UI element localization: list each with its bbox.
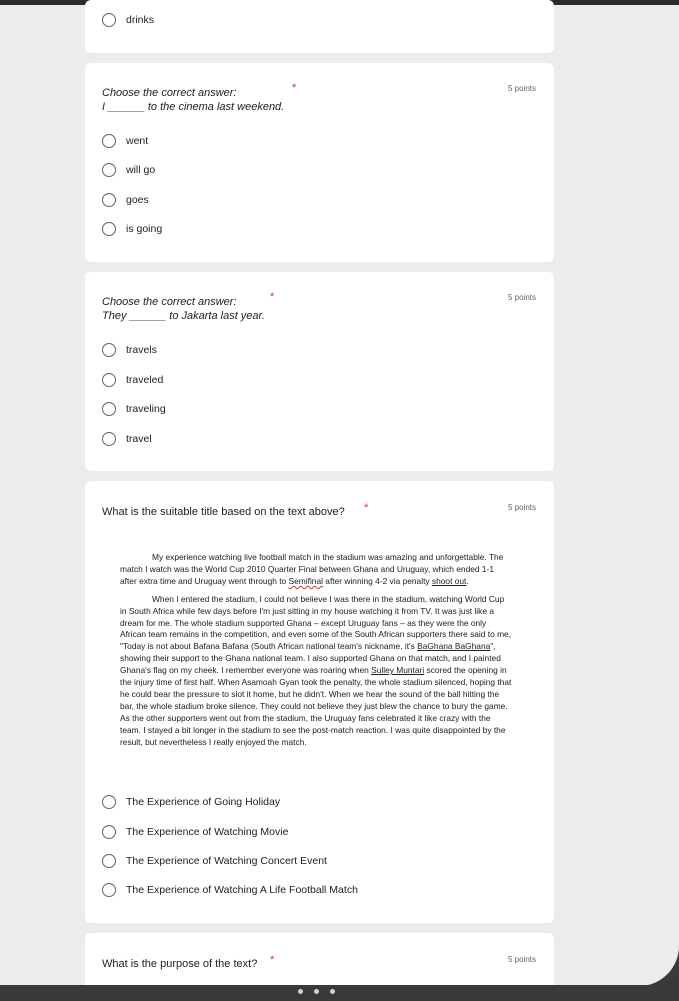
radio-icon[interactable] <box>102 854 116 868</box>
question-card-1 <box>85 63 554 262</box>
option-concert-event[interactable] <box>102 853 327 869</box>
option-label: traveling <box>126 403 166 415</box>
radio-icon[interactable] <box>102 432 116 446</box>
question-card-partial <box>85 0 554 53</box>
passage-text: scored the opening in the injury time of first half. When Asamoah Gyan took the penalty, the whole stadium silenced, hoping that he could bear the pressure to slot it home, but he didn't. When we hear the sound of the ball hitting the bar, the whole stadium broke silence. They could not believe they just blew the chance to bury the game. As the other supporters went out from the stadium, the Uruguay fans celebrated it like crazy with the team. I stayed a bit longer in the stadium to see the post-match reaction. I was quite disappointed by the result, but nevertheless I really enjoyed the match. <box>120 665 512 747</box>
option-label: travel <box>126 433 152 445</box>
passage-paragraph-2 <box>120 594 512 749</box>
bottom-bar <box>0 985 679 1001</box>
page-dot <box>314 989 319 994</box>
points-label: 5 points <box>507 503 536 512</box>
question-title: Choose the correct answer: <box>102 87 237 99</box>
option-travel[interactable] <box>102 431 152 447</box>
option-traveled[interactable] <box>102 372 163 388</box>
question-card-4 <box>85 933 554 993</box>
page-dot <box>298 989 303 994</box>
option-travels[interactable] <box>102 342 157 358</box>
question-title: What is the suitable title based on the text above? <box>102 506 345 518</box>
question-card-2 <box>85 272 554 471</box>
passage-text: Sulley Muntari <box>371 665 425 676</box>
passage-text: after winning 4-2 via penalty <box>322 575 432 586</box>
question-card-3 <box>85 481 554 923</box>
radio-icon[interactable] <box>102 13 116 27</box>
radio-icon[interactable] <box>102 134 116 148</box>
radio-icon[interactable] <box>102 193 116 207</box>
required-asterisk: * <box>292 82 297 94</box>
option-label: will go <box>126 164 156 176</box>
page-indicator <box>298 989 335 994</box>
question-prompt: They ______ to Jakarta last year. <box>102 310 265 322</box>
option-label: The Experience of Watching Concert Event <box>126 855 327 867</box>
required-asterisk: * <box>270 291 275 303</box>
option-watching-movie[interactable] <box>102 824 288 840</box>
radio-icon[interactable] <box>102 402 116 416</box>
radio-icon[interactable] <box>102 373 116 387</box>
option-will-go[interactable] <box>102 162 155 178</box>
radio-icon[interactable] <box>102 343 116 357</box>
option-label: drinks <box>126 14 155 26</box>
option-football-match[interactable] <box>102 882 358 898</box>
option-drinks[interactable] <box>102 12 154 28</box>
passage-text: BaGhana BaGhana <box>417 641 491 652</box>
points-label: 5 points <box>507 293 536 302</box>
points-label: 5 points <box>507 955 536 964</box>
option-is-going[interactable] <box>102 221 162 237</box>
required-asterisk: * <box>364 502 369 514</box>
question-prompt: I ______ to the cinema last weekend. <box>102 101 285 113</box>
question-title: What is the purpose of the text? <box>102 958 258 970</box>
option-label: traveled <box>126 374 164 386</box>
radio-icon[interactable] <box>102 795 116 809</box>
option-label: is going <box>126 223 163 235</box>
option-label: The Experience of Going Holiday <box>126 796 281 808</box>
option-label: goes <box>126 194 149 206</box>
reading-passage <box>120 552 512 755</box>
question-title: Choose the correct answer: <box>102 296 237 308</box>
option-label: The Experience of Watching Movie <box>126 826 289 838</box>
radio-icon[interactable] <box>102 222 116 236</box>
option-label: went <box>126 135 149 147</box>
passage-text: shoot out <box>431 575 467 586</box>
passage-text: Semifinal <box>288 575 323 586</box>
option-label: The Experience of Watching A Life Football Match <box>126 884 358 896</box>
passage-paragraph-1 <box>120 552 512 588</box>
radio-icon[interactable] <box>102 883 116 897</box>
option-goes[interactable] <box>102 192 149 208</box>
passage-text: . <box>466 575 469 586</box>
option-traveling[interactable] <box>102 401 166 417</box>
points-label: 5 points <box>507 84 536 93</box>
option-going-holiday[interactable] <box>102 794 280 810</box>
passage-text: When I entered the stadium, I could not believe I was there in the stadium, watching World Cup in South Africa while few days before I'm just sitting in my house watching it from TV. It was just like a dream for me. The whole stadium supported Ghana – except Uruguay fans – as they were the only African team remains in the competition, and even some of the South African supporters there said to me, "Today is not about Bafana Bafana (South African national team's nickname, it's <box>120 593 512 652</box>
radio-icon[interactable] <box>102 163 116 177</box>
page-dot <box>330 989 335 994</box>
option-label: travels <box>126 344 157 356</box>
option-went[interactable] <box>102 133 148 149</box>
passage-text: ", showing their support to the Ghana national team. I also supported Ghana on that match, and I painted Ghana's flag on my cheek. I remember everyone was roaring when <box>120 641 501 676</box>
radio-icon[interactable] <box>102 825 116 839</box>
required-asterisk: * <box>270 954 275 966</box>
passage-text: My experience watching live football match in the stadium was amazing and unforgettable. The match I watch was the World Cup 2010 Quarter Final between Ghana and Uruguay, which ended 1-1 after extra time and Uruguay went through to <box>120 552 504 586</box>
